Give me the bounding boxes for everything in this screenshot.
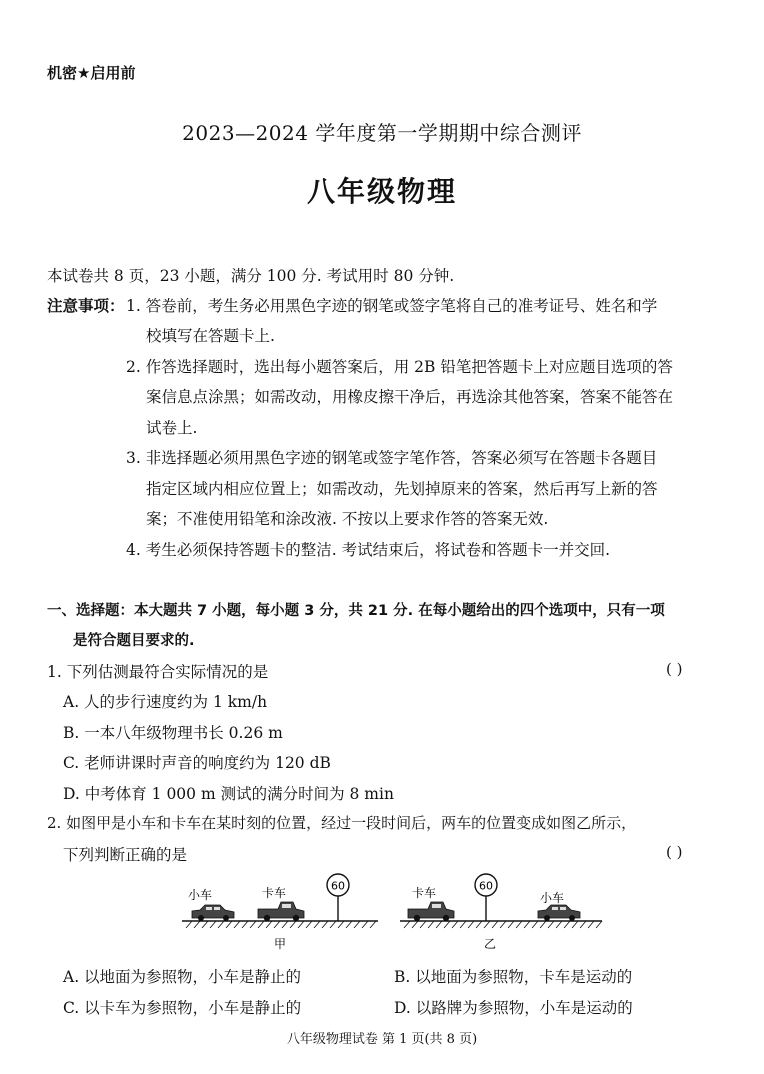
- car-label-jia: 小车: [188, 888, 213, 902]
- notes-label: 注意事项：: [47, 297, 125, 315]
- figure-yi: [398, 872, 604, 952]
- q1-answer-paren: ( ): [666, 660, 683, 678]
- q2-option-a: A. 以地面为参照物，小车是静止的: [63, 968, 302, 986]
- subject-title: 八年级物理: [306, 175, 457, 208]
- speed-sign-text: 60: [331, 879, 345, 893]
- q2-option-b: B. 以地面为参照物，卡车是运动的: [394, 968, 633, 986]
- speed-sign-text: 60: [479, 879, 493, 893]
- note-line: 4. 考生必须保持答题卡的整洁. 考试结束后，将试卷和答题卡一并交回.: [126, 541, 610, 559]
- note-line: 1. 答卷前，考生务必用黑色字迹的钢笔或签字笔将自己的准考证号、姓名和学: [126, 297, 658, 315]
- q1-option-c: C. 老师讲课时声音的响度约为 120 dB: [63, 754, 331, 772]
- q2-stem-cont: 下列判断正确的是: [63, 846, 188, 864]
- note-line: 试卷上.: [146, 419, 198, 437]
- note-line: 案信息点涂黑；如需改动，用橡皮擦干净后，再选涂其他答案，答案不能答在: [146, 388, 674, 406]
- q1-option-a: A. 人的步行速度约为 1 km/h: [63, 693, 268, 711]
- q2-stem: 2. 如图甲是小车和卡车在某时刻的位置，经过一段时间后，两车的位置变成如图乙所示，: [47, 814, 637, 832]
- confidential-mark: 机密★启用前: [47, 64, 136, 82]
- car-icon: [192, 905, 234, 921]
- road-yi: [400, 921, 602, 928]
- car-icon: [538, 905, 580, 921]
- truck-icon: [408, 902, 454, 921]
- truck-icon: [258, 902, 304, 921]
- q1-option-d: D. 中考体育 1 000 m 测试的满分时间为 8 min: [63, 785, 394, 803]
- road-jia: [182, 921, 378, 928]
- note-line: 案；不准使用铅笔和涂改液. 不按以上要求作答的答案无效.: [146, 510, 549, 528]
- figure-caption-jia: 甲: [273, 937, 287, 951]
- note-line: 校填写在答题卡上.: [146, 327, 275, 345]
- q2-answer-paren: ( ): [666, 843, 683, 861]
- exam-intro: 本试卷共 8 页，23 小题，满分 100 分. 考试用时 80 分钟.: [47, 267, 455, 285]
- q1-option-b: B. 一本八年级物理书长 0.26 m: [63, 724, 283, 742]
- speed-sign-icon: [475, 874, 497, 921]
- section-heading: 一、选择题：本大题共 7 小题，每小题 3 分，共 21 分. 在每小题给出的四个选项中，只有一项: [47, 603, 665, 619]
- q2-option-c: C. 以卡车为参照物，小车是静止的: [63, 999, 302, 1017]
- note-line: 2. 作答选择题时，选出每小题答案后，用 2B 铅笔把答题卡上对应题目选项的答: [126, 358, 673, 376]
- truck-label-jia: 卡车: [262, 886, 287, 900]
- q1-stem: 1. 下列估测最符合实际情况的是: [47, 663, 269, 681]
- note-line: 指定区域内相应位置上；如需改动，先划掉原来的答案，然后再写上新的答: [146, 480, 658, 498]
- figure-jia: [180, 872, 380, 952]
- note-line: 3. 非选择题必须用黑色字迹的钢笔或签字笔作答，答案必须写在答题卡各题目: [126, 449, 658, 467]
- q2-option-d: D. 以路牌为参照物，小车是运动的: [394, 999, 633, 1017]
- truck-label-yi: 卡车: [412, 886, 437, 900]
- section-heading-cont: 是符合题目要求的.: [73, 633, 195, 649]
- car-label-yi: 小车: [540, 891, 565, 905]
- exam-title: 2023—2024 学年度第一学期期中综合测评: [182, 121, 582, 145]
- figure-caption-yi: 乙: [483, 937, 497, 951]
- speed-sign-icon: [327, 874, 349, 921]
- page-footer: 八年级物理试卷 第 1 页(共 8 页): [286, 1032, 478, 1047]
